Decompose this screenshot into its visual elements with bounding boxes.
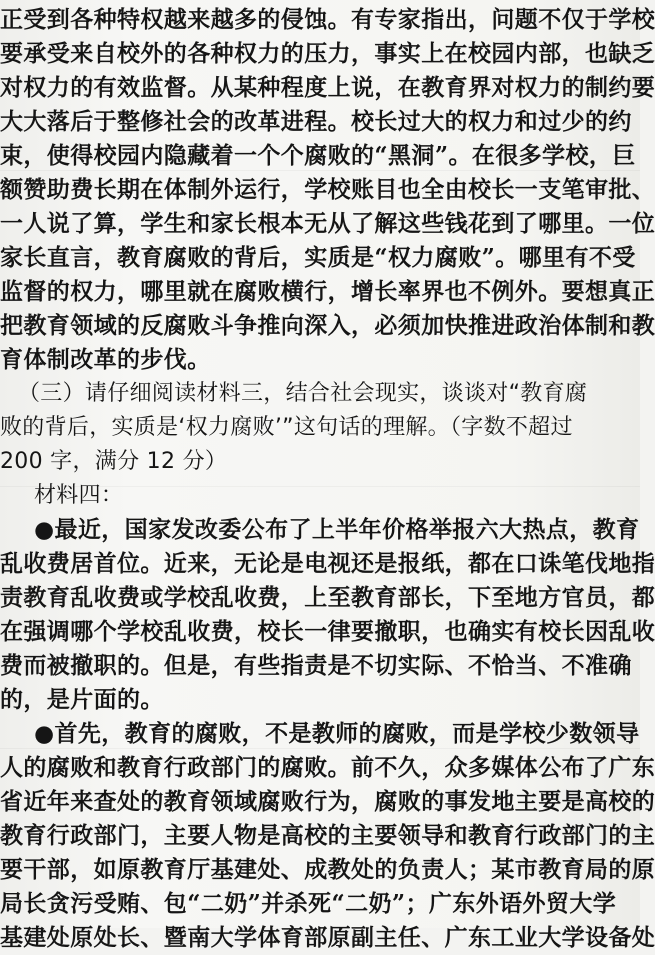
question-line: 200 字，满分 12 分） [0, 449, 228, 474]
text-line: 要承受来自校外的各种权力的压力，事实上在校园内部，也缺乏 [0, 40, 655, 67]
text-line: 大大落后于整修社会的改革进程。校长过大的权力和过少的约 [0, 108, 632, 135]
text-line: 人的腐败和教育行政部门的腐败。前不久，众多媒体公布了广东 [0, 754, 655, 781]
text-line: 家长直言，教育腐败的背后，实质是“权力腐败”。哪里有不受 [0, 244, 636, 271]
question-line: 败的背后，实质是‘权力腐败’”这句话的理解。（字数不超过 [0, 415, 573, 440]
text-line: 的，是片面的。 [0, 686, 164, 713]
text-line: 基建处原处长、暨南大学体育部原副主任、广东工业大学设备处 [0, 924, 655, 951]
text-line: 在强调哪个学校乱收费，校长一律要撤职，也确实有校长因乱收 [0, 618, 655, 645]
text-line: 一人说了算，学生和家长根本无从了解这些钱花到了哪里。一位 [0, 210, 655, 237]
text-line: 束，使得校园内隐藏着一个个腐败的“黑洞”。在很多学校，巨 [0, 142, 636, 169]
text-line: ●首先，教育的腐败，不是教师的腐败，而是学校少数领导 [34, 720, 640, 747]
text-line: 监督的权力，哪里就在腐败横行，增长率界也不例外。要想真正 [0, 278, 655, 305]
text-line: 对权力的有效监督。从某种程度上说，在教育界对权力的制约要 [0, 74, 655, 101]
text-line: 额赞助费长期在体制外运行，学校账目也全由校长一支笔审批、 [0, 176, 655, 203]
text-line: 教育行政部门，主要人物是高校的主要领导和教育行政部门的主 [0, 822, 655, 849]
material-heading: 材料四： [34, 483, 124, 508]
text-line: 育体制改革的步伐。 [0, 346, 211, 373]
text-line: 责教育乱收费或学校乱收费，上至教育部长，下至地方官员，都 [0, 584, 655, 611]
text-line: 费而被撤职的。但是，有些指责是不切实际、不恰当、不准确 [0, 652, 632, 679]
text-line: 局长贪污受贿、包“二奶”并杀死“二奶”；广东外语外贸大学 [0, 890, 617, 917]
text-line: 乱收费居首位。近来，无论是电视还是报纸，都在口诛笔伐地指 [0, 550, 655, 577]
text-line: 要干部，如原教育厅基建处、成教处的负责人；某市教育局的原 [0, 856, 655, 883]
text-line: 把教育领域的反腐败斗争推向深入，必须加快推进政治体制和教 [0, 312, 655, 339]
text-line: 正受到各种特权越来越多的侵蚀。有专家指出，问题不仅于学校 [0, 6, 655, 33]
text-line: 省近年来查处的教育领域腐败行为，腐败的事发地主要是高校的 [0, 788, 655, 815]
text-line: ●最近，国家发改委公布了上半年价格举报六大热点，教育 [34, 516, 640, 543]
question-line: （三）请仔细阅读材料三，结合社会现实，谈谈对“教育腐 [18, 381, 588, 406]
